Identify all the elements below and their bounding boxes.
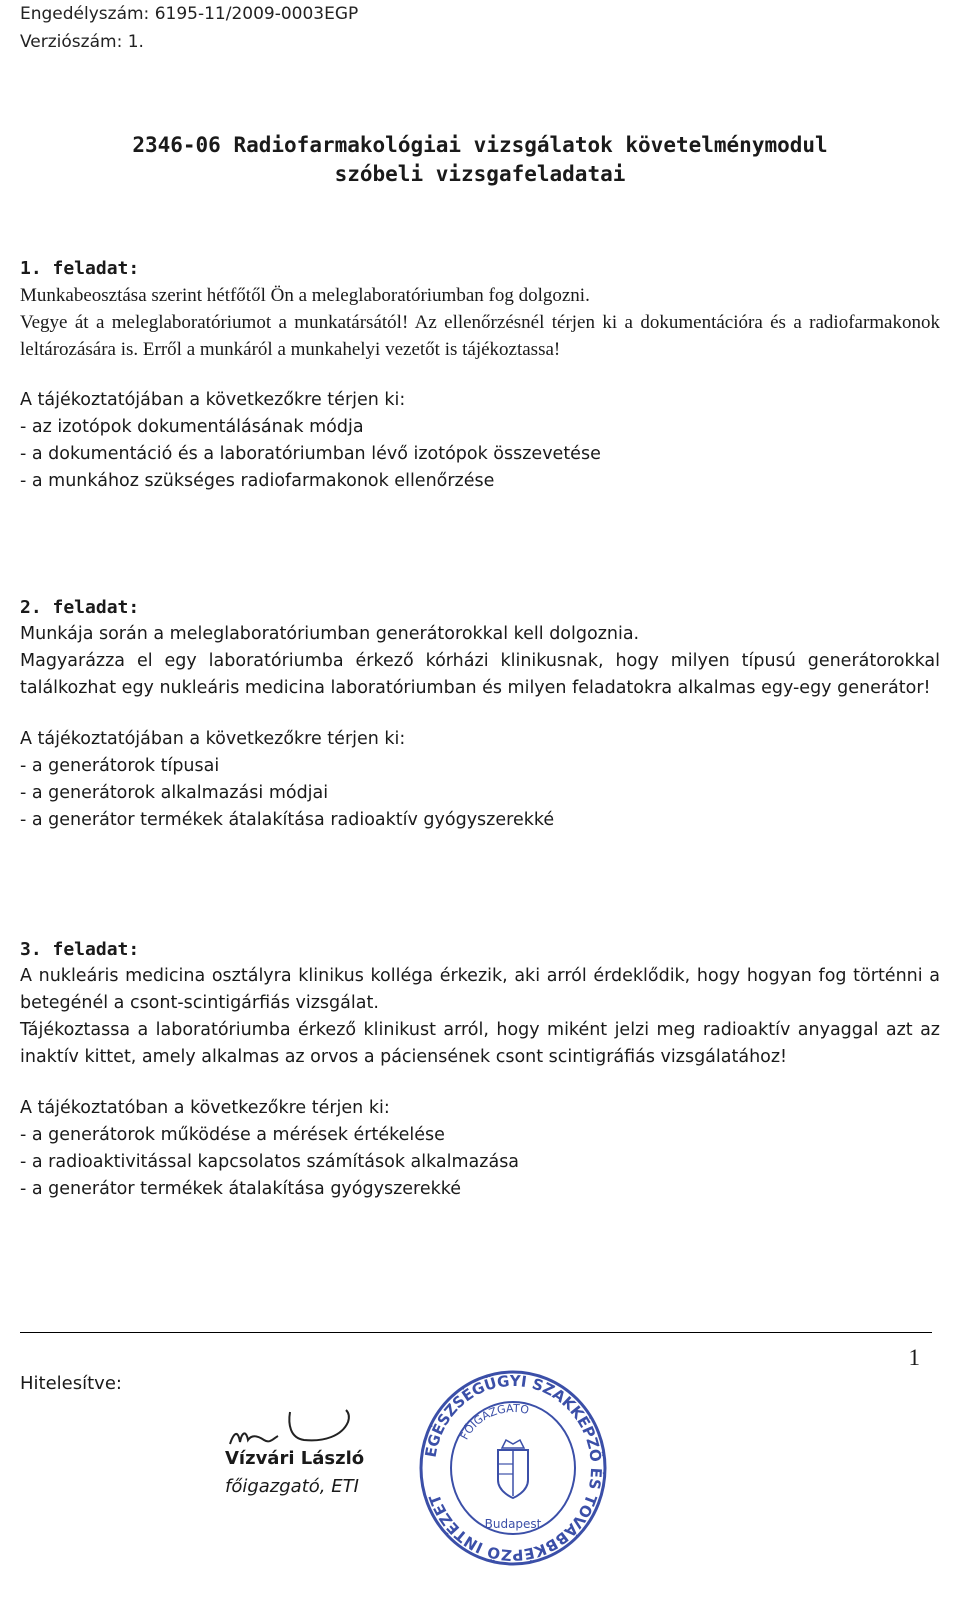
stamp-inner-text: FŐIGAZGATÓ [457, 1401, 531, 1442]
list-item: - a generátor termékek átalakítása radioaktív gyógyszerekké [20, 810, 555, 830]
permit-number: Engedélyszám: 6195-11/2009-0003EGP [20, 4, 359, 24]
list-item: - a dokumentáció és a laboratóriumban lévő izotópok összevetése [20, 444, 601, 464]
document-title [0, 131, 960, 189]
signer-name: Vízvári László [225, 1448, 365, 1469]
task-paragraph: A nukleáris medicina osztályra klinikus kolléga érkezik, aki arról érdeklődik, hogy hogyan fog történni a betegénél a csont-scintigárfiás vizsgálat. [20, 966, 940, 1013]
version-number: Verziószám: 1. [20, 32, 144, 52]
task-paragraph: Tájékoztassa a laboratóriumba érkező klinikust arról, hogy miként jelzi meg radioaktív anyaggal azt az inaktív kittet, amely alkalmas az orvos a páciensének csont scintigráfiás vizsgálatához! [20, 1020, 940, 1067]
title-line-2: szóbeli vizsgafeladatai [334, 162, 626, 186]
task-heading: 3. feladat: [20, 939, 140, 960]
list-intro: A tájékoztatójában a következőkre térjen ki: [20, 390, 406, 410]
task-3 [20, 937, 940, 1203]
list-item: - a generátor termékek átalakítása gyógyszerekké [20, 1179, 462, 1199]
task-paragraph: Vegye át a meleglaboratóriumot a munkatársától! Az ellenőrzésnél térjen ki a dokumentációra és a radiofarmakonok leltározására is. Erről a munkáról a munkahelyi vezetőt is tájékoztassa! [20, 312, 940, 360]
stamp-city: Budapest [484, 1517, 542, 1531]
footer-divider [20, 1332, 932, 1333]
list-item: - a generátorok működése a mérések értékelése [20, 1125, 445, 1145]
list-item: - az izotópok dokumentálásának módja [20, 417, 364, 437]
task-1 [20, 256, 940, 495]
list-intro: A tájékoztatójában a következőkre térjen ki: [20, 729, 406, 749]
list-intro: A tájékoztatóban a következőkre térjen ki: [20, 1098, 390, 1118]
signer-title: főigazgató, ETI [225, 1476, 359, 1497]
task-paragraph: Munkabeosztása szerint hétfőtől Ön a meleglaboratóriumban fog dolgozni. [20, 285, 590, 306]
list-item: - a generátorok alkalmazási módjai [20, 783, 329, 803]
task-paragraph: Magyarázza el egy laboratóriumba érkező kórházi klinikusnak, hogy milyen típusú generátorokkal találkozhat egy nukleáris medicina laboratóriumban és milyen feladatokra alkalmas egy-egy generátor! [20, 651, 940, 698]
task-2 [20, 595, 940, 834]
list-item: - a munkához szükséges radiofarmakonok ellenőrzése [20, 471, 495, 491]
task-heading: 1. feladat: [20, 258, 140, 279]
list-item: - a generátorok típusai [20, 756, 220, 776]
page-number: 1 [908, 1345, 920, 1370]
official-stamp [418, 1368, 608, 1568]
task-heading: 2. feladat: [20, 597, 140, 618]
title-line-1: 2346-06 Radiofarmakológiai vizsgálatok követelménymodul [132, 133, 828, 157]
list-item: - a radioaktivitással kapcsolatos számítások alkalmazása [20, 1152, 520, 1172]
task-paragraph: Munkája során a meleglaboratóriumban generátorokkal kell dolgoznia. [20, 624, 640, 644]
signature-image [224, 1404, 384, 1454]
certified-label: Hitelesítve: [20, 1373, 122, 1394]
stamp-outer-text: EGÉSZSÉGÜGYI SZAKKÉPZŐ ÉS TOVÁBBKÉPZŐ INTÉZET [421, 1371, 606, 1565]
